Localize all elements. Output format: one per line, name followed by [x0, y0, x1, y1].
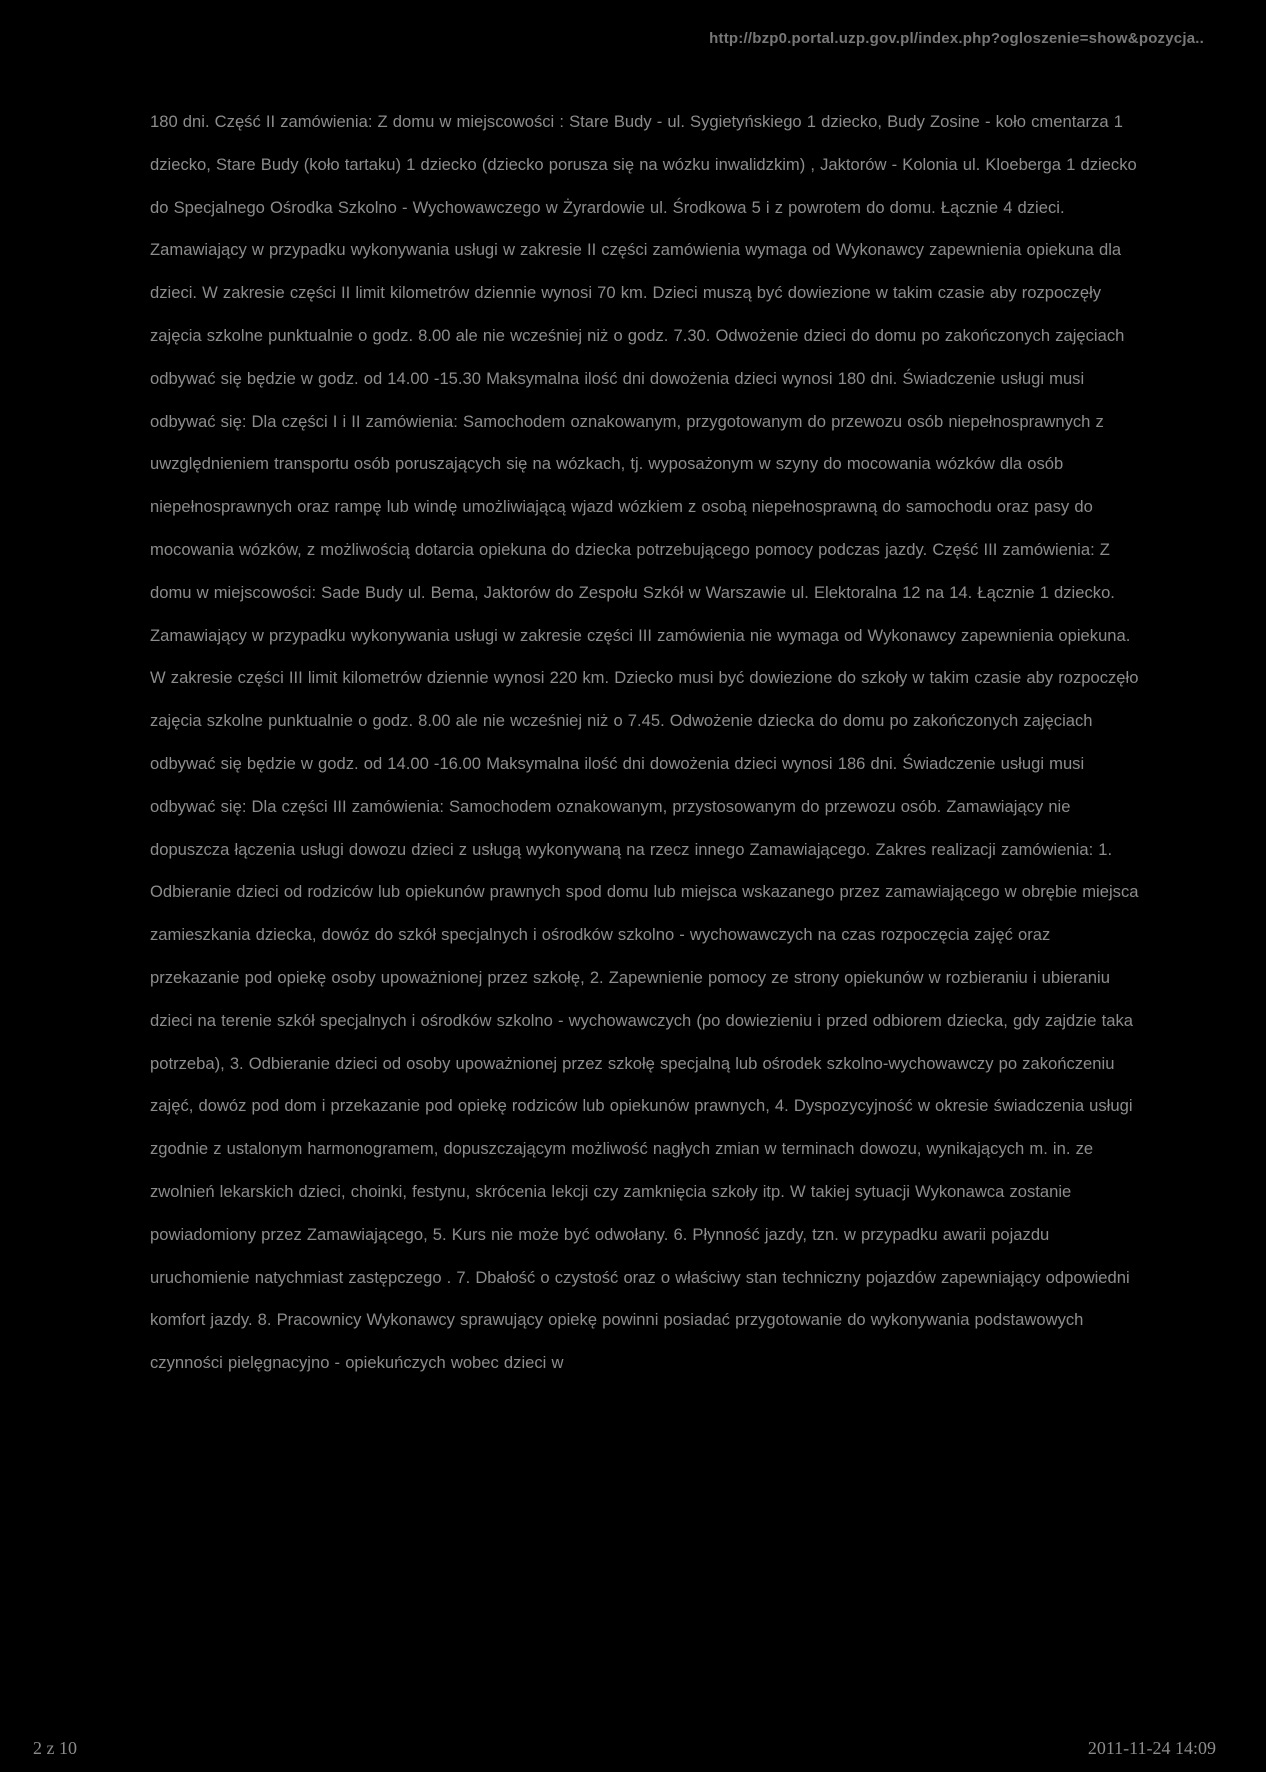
print-timestamp: 2011-11-24 14:09: [1087, 1738, 1216, 1758]
page-number-indicator: 2 z 10: [33, 1738, 77, 1758]
page-url-header: http://bzp0.portal.uzp.gov.pl/index.php?ogloszenie=show&pozycja..: [709, 30, 1204, 47]
document-body-text: 180 dni. Część II zamówienia: Z domu w miejscowości : Stare Budy - ul. Sygietyńskiego 1 dziecko, Budy Zosine - koło cmentarza 1 dziecko, Stare Budy (koło tartaku) 1 dziecko (dziecko porusza się na wózku inwalidzkim) , Jaktorów - Kolonia ul. Kloeberga 1 dziecko do Specjalnego Ośrodka Szkolno - Wychowawczego w Żyrardowie ul. Środkowa 5 i z powrotem do domu. Łącznie 4 dzieci. Zamawiający w przypadku wykonywania usługi w zakresie II części zamówienia wymaga od Wykonawcy zapewnienia opiekuna dla dzieci. W zakresie części II limit kilometrów dziennie wynosi 70 km. Dzieci muszą być dowiezione w takim czasie aby rozpoczęły zajęcia szkolne punktualnie o godz. 8.00 ale nie wcześniej niż o godz. 7.30. Odwożenie dzieci do domu po zakończonych zajęciach odbywać się będzie w godz. od 14.00 -15.30 Maksymalna ilość dni dowożenia dzieci wynosi 180 dni. Świadczenie usługi musi odbywać się: Dla części I i II zamówienia: Samochodem oznakowanym, przygotowanym do przewozu osób niepełnosprawnych z uwzględnieniem transportu osób poruszających się na wózkach, tj. wyposażonym w szyny do mocowania wózków dla osób niepełnosprawnych oraz rampę lub windę umożliwiającą wjazd wózkiem z osobą niepełnosprawną do samochodu oraz pasy do mocowania wózków, z możliwością dotarcia opiekuna do dziecka potrzebującego pomocy podczas jazdy. Część III zamówienia: Z domu w miejscowości: Sade Budy ul. Bema, Jaktorów do Zespołu Szkół w Warszawie ul. Elektoralna 12 na 14. Łącznie 1 dziecko. Zamawiający w przypadku wykonywania usługi w zakresie części III zamówienia nie wymaga od Wykonawcy zapewnienia opiekuna. W zakresie części III limit kilometrów dziennie wynosi 220 km. Dziecko musi być dowiezione do szkoły w takim czasie aby rozpoczęło zajęcia szkolne punktualnie o godz. 8.00 ale nie wcześniej niż o 7.45. Odwożenie dziecka do domu po zakończonych zajęciach odbywać się będzie w godz. od 14.00 -16.00 Maksymalna ilość dni dowożenia dzieci wynosi 186 dni. Świadczenie usługi musi odbywać się: Dla części III zamówienia: Samochodem oznakowanym, przystosowanym do przewozu osób. Zamawiający nie dopuszcza łączenia usługi dowozu dzieci z usługą wykonywaną na rzecz innego Zamawiającego. Zakres realizacji zamówienia: 1. Odbieranie dzieci od rodziców lub opiekunów prawnych spod domu lub miejsca wskazanego przez zamawiającego w obrębie miejsca zamieszkania dziecka, dowóz do szkół specjalnych i ośrodków szkolno - wychowawczych na czas rozpoczęcia zajęć oraz przekazanie pod opiekę osoby upoważnionej przez szkołę, 2. Zapewnienie pomocy ze strony opiekunów w rozbieraniu i ubieraniu dzieci na terenie szkół specjalnych i ośrodków szkolno - wychowawczych (po dowiezieniu i przed odbiorem dziecka, gdy zajdzie taka potrzeba), 3. Odbieranie dzieci od osoby upoważnionej przez szkołę specjalną lub ośrodek szkolno-wychowawczy po zakończeniu zajęć, dowóz pod dom i przekazanie pod opiekę rodziców lub opiekunów prawnych, 4. Dyspozycyjność w okresie świadczenia usługi zgodnie z ustalonym harmonogramem, dopuszczającym możliwość nagłych zmian w terminach dowozu, wynikających m. in. ze zwolnień lekarskich dzieci, choinki, festynu, skrócenia lekcji czy zamknięcia szkoły itp. W takiej sytuacji Wykonawca zostanie powiadomiony przez Zamawiającego, 5. Kurs nie może być odwołany. 6. Płynność jazdy, tzn. w przypadku awarii pojazdu uruchomienie natychmiast zastępczego . 7. Dbałość o czystość oraz o właściwy stan techniczny pojazdów zapewniający odpowiedni komfort jazdy. 8. Pracownicy Wykonawcy sprawujący opiekę powinni posiadać przygotowanie do wykonywania podstawowych czynności pielęgnacyjno - opiekuńczych wobec dzieci w: [150, 112, 1139, 1373]
